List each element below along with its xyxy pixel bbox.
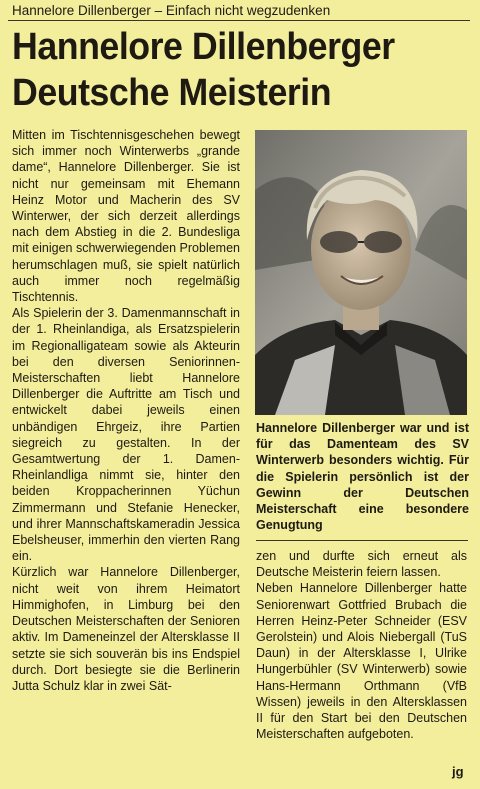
header-divider bbox=[8, 20, 470, 21]
kicker-line: Hannelore Dillenberger – Einfach nicht wegzudenken bbox=[12, 3, 331, 18]
photo-caption: Hannelore Dillenberger war und ist für das Damenteam des SV Winterwerb besonders wichtig. Für die Spielerin persönlich ist der Gewinn der Deutschen Meisterschaft eine besondere Genugtung bbox=[256, 421, 469, 533]
article-column-left bbox=[12, 127, 240, 694]
article-paragraph-4: zen und durfte sich erneut als Deutsche Meisterin feiern lassen. bbox=[256, 549, 467, 580]
headline-line-1: Hannelore Dillenberger bbox=[12, 26, 395, 68]
article-paragraph-1: Mitten im Tischtennisgeschehen bewegt sich immer noch Winterwerbs „grande dame“, Hannelore Dillenberger. Sie ist nicht nur gemeinsam mit Ehemann Heinz Motor und Macherin des SV Winterwer, der sich derzeit allerdings nach dem Abstieg in die 2. Bundesliga mit einigen schwerwiegenden Problemen herumschlagen muß, sie spielt natürlich auch immer noch regelmäßig Tischtennis. bbox=[12, 128, 240, 305]
portrait-photo bbox=[255, 130, 467, 415]
article-paragraph-3: Kürzlich war Hannelore Dillenberger, nicht weit von ihrem Heimatort Himmighofen, in Limburg bei den Deutschen Meisterschaften der Senioren aktiv. Im Dameneinzel der Altersklasse II setzte sie sich souverän bis ins Endspiel durch. Dort besiegte sie die Berlinerin Jutta Schulz klar in zwei Sät- bbox=[12, 565, 240, 693]
headline-line-2: Deutsche Meisterin bbox=[12, 72, 332, 114]
article-paragraph-2: Als Spielerin der 3. Damenmannschaft in der 1. Rheinlandiga, als Ersatzspielerin im Regionalligateam sowie als Akteurin bei den diversen Seniorinnen-Meisterschaften liebt Hannelore Dillenberger die Auftritte am Tisch und entwickelt dabei jeweils einen unbändigen Ehrgeiz, ihre Partien siegreich zu gestalten. In der Gesamtwertung der 1. Damen-Rheinlandliga nimmt sie, hinter den beiden Kroppacherinnen Yüchun Zimmermann und Stefanie Henecker, und ihrer Mannschaftskameradin Jessica Ebelsheuser, immerhin den vierten Rang ein. bbox=[12, 306, 240, 564]
portrait-illustration bbox=[255, 130, 467, 415]
article-paragraph-5: Neben Hannelore Dillenberger hatte Seniorenwart Gottfried Brubach die Herren Heinz-Peter Schneider (ESV Gerolstein) und Alois Niebergall (TuS Daun) in der Altersklasse I, Ulrike Hungerbühler (SV Winterwerb) sowie Hans-Hermann Orthmann (VfB Wissen) jeweils in den Altersklassen II für den Start bei den Deutschen Meisterschaften aufgeboten. bbox=[256, 581, 467, 742]
author-initials: jg bbox=[452, 764, 464, 779]
caption-divider bbox=[256, 540, 468, 541]
article-column-right bbox=[256, 548, 467, 742]
headline bbox=[12, 24, 444, 116]
